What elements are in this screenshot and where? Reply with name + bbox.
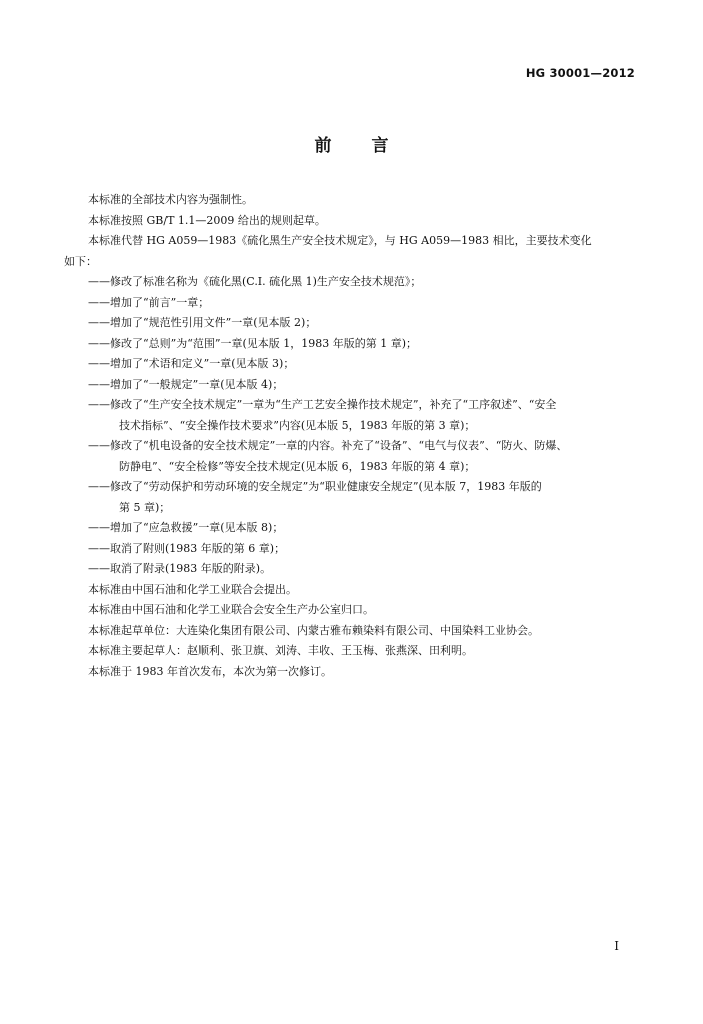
change-item: ——取消了附则(1983 年版的第 6 章)； xyxy=(88,541,286,555)
change-item: ——增加了“应急救援”一章(见本版 8)； xyxy=(88,521,284,534)
paragraph-drafters: 本标准主要起草人：赵顺利、张卫旗、刘涛、丰收、王玉梅、张燕深、田利明。 xyxy=(88,644,473,657)
title-part-1: 前 xyxy=(314,136,332,156)
title-part-2: 言 xyxy=(371,136,389,156)
paragraph-proposer: 本标准由中国石油和化学工业联合会提出。 xyxy=(88,582,297,596)
change-item: ——修改了标准名称为《硫化黑(C.I. 硫化黑 1)生产安全技术规范》； xyxy=(88,275,422,288)
change-item: ——增加了“术语和定义”一章(见本版 3)； xyxy=(88,357,295,370)
paragraph-drafting-units: 本标准起草单位：大连染化集团有限公司、内蒙古雅布赖染料有限公司、中国染料工业协会。 xyxy=(88,623,539,637)
paragraph-replaces: 本标准代替 HG A059—1983《硫化黑生产安全技术规定》，与 HG A059—1983 相比，主要技术变化 xyxy=(88,234,592,247)
paragraph-history: 本标准于 1983 年首次发布，本次为第一次修订。 xyxy=(88,664,332,678)
foreword-body xyxy=(64,190,640,682)
paragraph-drafting-rules: 本标准按照 GB/T 1.1—2009 给出的规则起草。 xyxy=(88,213,326,227)
page-title xyxy=(0,131,703,156)
paragraph-administrator: 本标准由中国石油和化学工业联合会安全生产办公室归口。 xyxy=(88,603,374,616)
paragraph-replaces-cont: 如下： xyxy=(64,254,97,268)
page-number: I xyxy=(614,939,619,953)
paragraph-mandatory: 本标准的全部技术内容为强制性。 xyxy=(88,193,253,206)
change-item-cont: 第 5 章)； xyxy=(119,500,171,514)
change-item: ——取消了附录(1983 年版的附录)。 xyxy=(88,562,272,575)
change-item-cont: 技术指标”、“安全操作技术要求”内容(见本版 5，1983 年版的第 3 章)； xyxy=(119,418,476,432)
change-item: ——修改了“生产安全技术规定”一章为“生产工艺安全操作技术规定”，补充了“工序叙述”、“安全 xyxy=(88,398,557,411)
change-item-cont: 防静电”、“安全检修”等安全技术规定(见本版 6，1983 年版的第 4 章)； xyxy=(119,459,476,473)
change-item: ——修改了“机电设备的安全技术规定”一章的内容。补充了“设备”、“电气与仪表”、“防火、防爆、 xyxy=(88,439,568,452)
change-item: ——增加了“一般规定”一章(见本版 4)； xyxy=(88,377,284,391)
change-item: ——增加了“前言”一章； xyxy=(88,295,210,309)
change-item: ——增加了“规范性引用文件”一章(见本版 2)； xyxy=(88,316,317,329)
change-item: ——修改了“劳动保护和劳动环境的安全规定”为“职业健康安全规定”(见本版 7，1983 年版的 xyxy=(88,480,542,493)
change-item: ——修改了“总则”为“范围”一章(见本版 1，1983 年版的第 1 章)； xyxy=(88,336,418,350)
standard-code: HG 30001—2012 xyxy=(525,66,635,80)
